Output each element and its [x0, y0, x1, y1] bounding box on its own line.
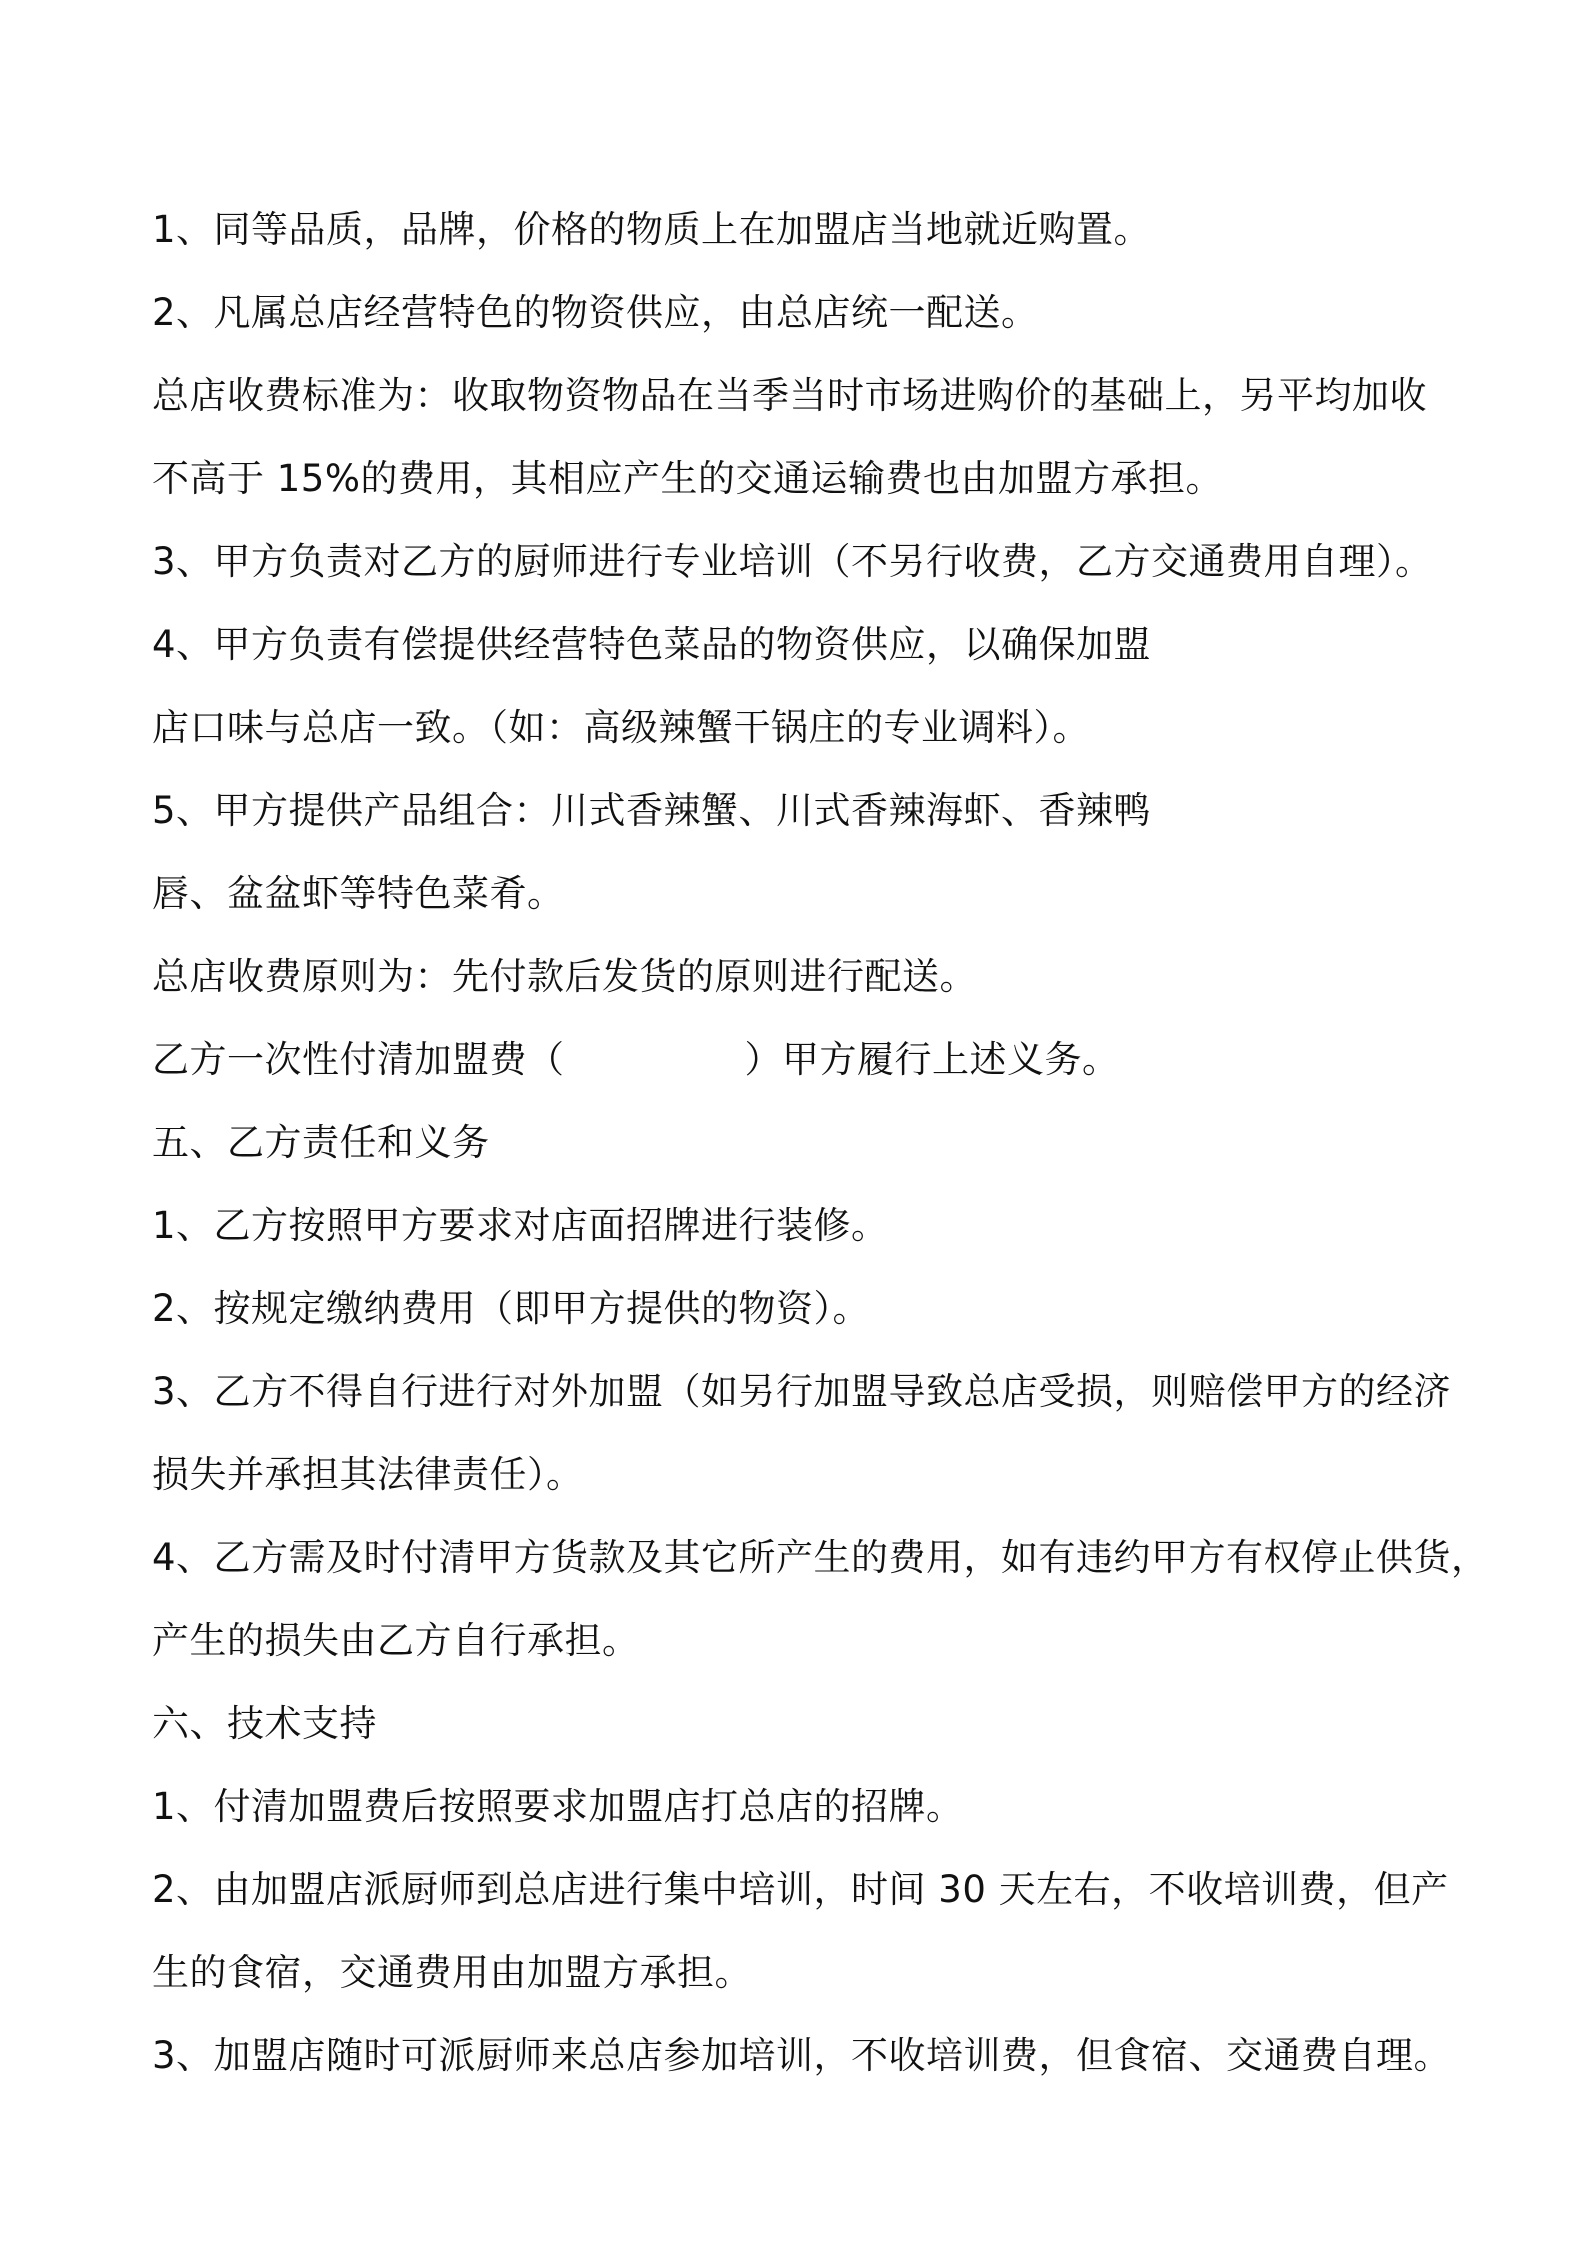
clause-5-4-line-2: 产生的损失由乙方自行承担。	[152, 1619, 640, 1662]
franchise-fee-prefix: 乙方一次性付清加盟费（	[152, 1038, 565, 1081]
clause-6-3: 3、加盟店随时可派厨师来总店参加培训，不收培训费，但食宿、交通费自理。	[152, 2034, 1452, 2077]
fee-standard-line-2: 不高于 15%的费用，其相应产生的交通运输费也由加盟方承担。	[152, 457, 1223, 500]
clause-5-1: 1、乙方按照甲方要求对店面招牌进行装修。	[152, 1204, 889, 1247]
clause-3-5-line-1: 5、甲方提供产品组合：川式香辣蟹、川式香辣海虾、香辣鸭	[152, 789, 1152, 832]
clause-5-2: 2、按规定缴纳费用（即甲方提供的物资）。	[152, 1287, 871, 1330]
clause-6-1: 1、付清加盟费后按照要求加盟店打总店的招牌。	[152, 1785, 964, 1828]
clause-3-3: 3、甲方负责对乙方的厨师进行专业培训（不另行收费，乙方交通费用自理）。	[152, 540, 1433, 583]
clause-3-2: 2、凡属总店经营特色的物资供应，由总店统一配送。	[152, 291, 1039, 334]
clause-6-2-line-1: 2、由加盟店派厨师到总店进行集中培训，时间 30 天左右，不收培训费，但产	[152, 1868, 1449, 1911]
section-6-heading: 六、技术支持	[152, 1702, 377, 1745]
clause-3-1: 1、同等品质，品牌，价格的物质上在加盟店当地就近购置。	[152, 208, 1152, 251]
franchise-fee-suffix: ）甲方履行上述义务。	[744, 1038, 1120, 1081]
clause-3-4-line-1: 4、甲方负责有偿提供经营特色菜品的物资供应，以确保加盟	[152, 623, 1152, 666]
clause-5-4-line-1: 4、乙方需及时付清甲方货款及其它所产生的费用，如有违约甲方有权停止供货，	[152, 1536, 1489, 1579]
section-5-heading: 五、乙方责任和义务	[152, 1121, 490, 1164]
clause-3-4-line-2: 店口味与总店一致。（如：高级辣蟹干锅庄的专业调料）。	[152, 706, 1090, 749]
clause-5-3-line-2: 损失并承担其法律责任）。	[152, 1453, 584, 1496]
fee-principle: 总店收费原则为：先付款后发货的原则进行配送。	[152, 955, 977, 998]
clause-6-2-line-2: 生的食宿，交通费用由加盟方承担。	[152, 1951, 752, 1994]
clause-5-3-line-1: 3、乙方不得自行进行对外加盟（如另行加盟导致总店受损，则赔偿甲方的经济	[152, 1370, 1452, 1413]
fee-standard-line-1: 总店收费标准为：收取物资物品在当季当时市场进购价的基础上，另平均加收	[152, 374, 1427, 417]
franchise-fee-line	[152, 1032, 1452, 1088]
clause-3-5-line-2: 唇、盆盆虾等特色菜肴。	[152, 872, 565, 915]
